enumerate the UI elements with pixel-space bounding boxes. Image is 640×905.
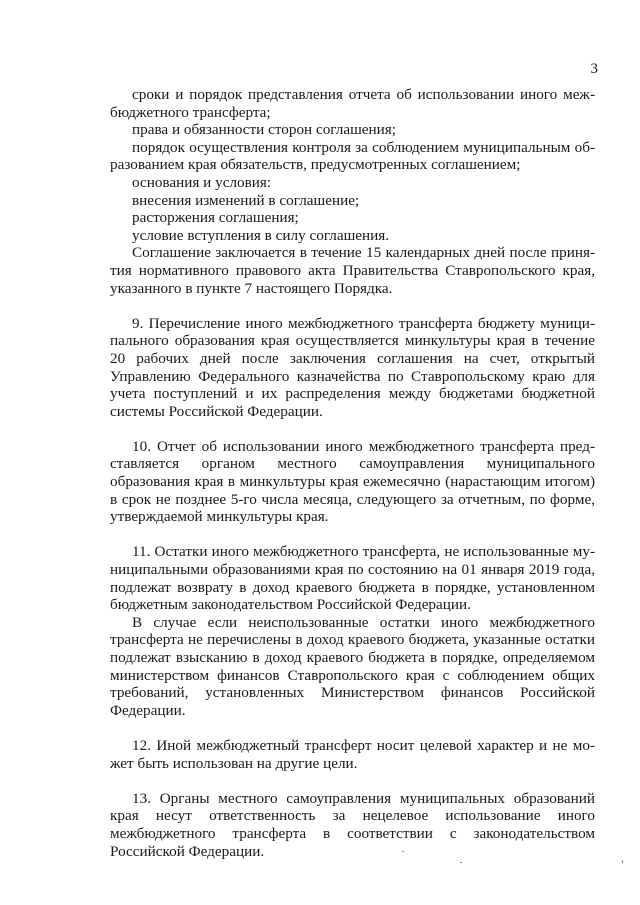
paragraph-item-11: 11. Остатки иного межбюджетного трансферта, не использованные муниципальными образованиями края по состоянию на 01 января 2019 года, подлежат возврату в доход краевого бюджета в порядке, установленном бюджетным законодательством Российской Федерации. [110, 543, 595, 614]
paragraph: сроки и порядок представления отчета об использовании иного межбюджетного трансферта; [110, 86, 595, 121]
paragraph: основания и условия: [132, 173, 272, 191]
scan-artifact [460, 862, 462, 863]
paragraph-item-9: 9. Перечисление иного межбюджетного трансферта бюджету муниципального образования края осуществляется минкультуры края в течение 20 рабочих дней после заключения соглашения на счет, открытый Управлению Федерального казначейства по Ставропольскому краю для учета поступлений и их распределения между бюджетами бюджетной системы Российской Федерации. [110, 314, 595, 420]
paragraph-item-13: 13. Органы местного самоуправления муниципальных образований края несут ответственность за нецелевое использование иного межбюджетного трансферта в соответствии с законодательством Российской Федерации. [110, 789, 595, 860]
paragraph-gap [110, 526, 595, 544]
paragraph-item-12: 12. Иной межбюджетный трансферт носит целевой характер и не может быть использован на другие цели. [110, 736, 595, 772]
paragraph: В случае если неиспользованные остатки иного межбюджетного трансферта не перечислены в доход краевого бюджета, указанные остатки подлежат взысканию в доход краевого бюджета в порядке, определяемом министерством финансов Ставропольского края с соблюдением общих требований, установленных Министерством финансов Российской Федерации. [110, 613, 595, 719]
paragraph: Соглашение заключается в течение 15 календарных дней после принятия нормативного правового акта Правительства Ставропольского края, указанного в пункте 7 настоящего Порядка. [110, 244, 595, 297]
document-body [110, 86, 595, 860]
paragraph: условие вступления в силу соглашения. [132, 226, 390, 244]
paragraph: внесения изменений в соглашение; [132, 191, 360, 209]
paragraph: права и обязанности сторон соглашения; [132, 121, 396, 139]
paragraph: порядок осуществления контроля за соблюдением муниципальным образованием края обязательств, предусмотренных соглашением; [110, 138, 595, 174]
scan-artifact [402, 851, 404, 852]
paragraph: расторжения соглашения; [132, 209, 299, 227]
scan-artifact [622, 860, 623, 863]
paragraph-gap [110, 719, 595, 737]
paragraph-gap [110, 420, 595, 438]
paragraph-item-10: 10. Отчет об использовании иного межбюджетного трансферта представляется органом местного самоуправления муниципального образования края в минкультуры края ежемесячно (нарастающим итогом) в срок не позднее 5-го числа месяца, следующего за отчетным, по форме, утверждаемой минкультуры края. [110, 437, 595, 526]
page-number: 3 [590, 61, 598, 77]
paragraph-gap [110, 297, 595, 315]
paragraph-gap [110, 772, 595, 790]
